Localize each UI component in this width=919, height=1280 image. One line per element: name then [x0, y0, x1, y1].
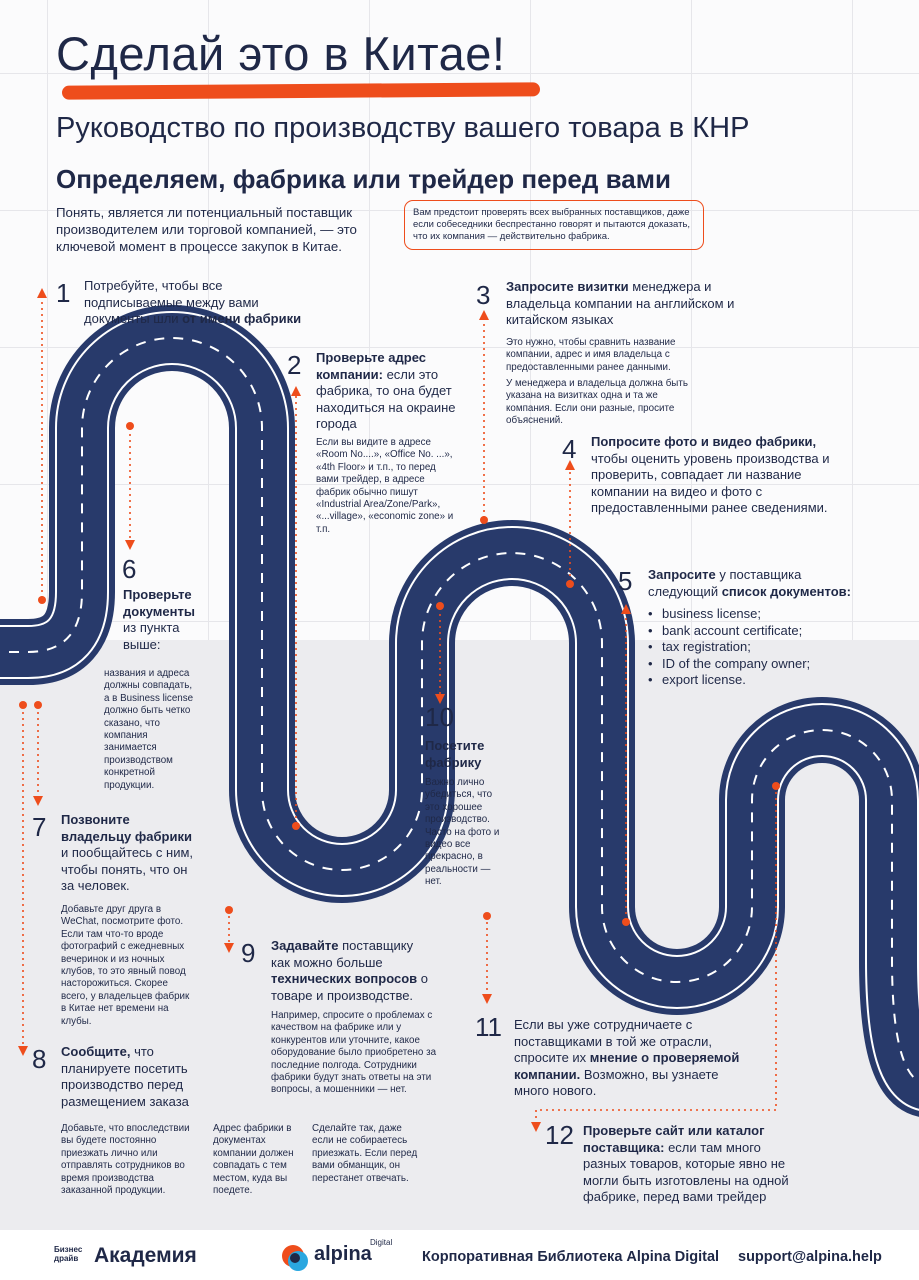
- step-8-detail-1: Добавьте, что впоследствии вы будете постоянно приезжать лично или отправлять сотрудников во время производства заказанной продукции.: [61, 1123, 190, 1197]
- section-heading: Определяем, фабрика или трейдер перед вами: [56, 164, 671, 194]
- support-email-link[interactable]: support@alpina.help: [738, 1249, 882, 1265]
- step-11-number: 11: [475, 1012, 502, 1042]
- alpina-logo-text: alpina: [314, 1243, 372, 1265]
- step-8-detail-3: Сделайте так, даже если не собираетесь приезжать. Если перед вами обманщик, он перестанет отвечать.: [312, 1123, 418, 1184]
- step-7-number: 7: [32, 812, 47, 842]
- step-3-number: 3: [476, 280, 491, 310]
- page-subtitle: Руководство по производству вашего товара в КНР: [56, 112, 750, 144]
- step-6-details: названия и адреса должны совпадать, а в Business license должно быть четко сказано, что компания занимается производством конкретной продукции.: [104, 668, 194, 791]
- intro-text: Понять, является ли потенциальный поставщик производителем или торговой компанией, — это ключевой момент в процессе закупок в Китае.: [56, 205, 357, 254]
- step-2-text: Проверьте адрес компании: если это фабрика, то она будет находиться на окраине города: [316, 350, 456, 431]
- step-1-text: Потребуйте, чтобы все подписываемые между вами документы шли от имени фабрики: [84, 278, 302, 326]
- step-10-details: Важно лично убедиться, что это хорошее производство. Часто на фото и видео все прекрасно, в реальности — нет.: [425, 777, 500, 888]
- academy-logo-text: Академия: [94, 1244, 197, 1267]
- step-7-details: Добавьте друг друга в WeChat, посмотрите фото. Если там что-то вроде фотографий с ежедневных вечеринок и из ночных клубов, то это явный повод насторожиться. Скорее всего, у владельцев фабрик в Китае нет времени на клубы.: [61, 904, 190, 1027]
- step-4-text: Попросите фото и видео фабрики, чтобы оценить уровень производства и проверить, совпадает ли название компании на видео и фото с предоставленными ранее сведениями.: [591, 434, 830, 515]
- document-list-item: • bank account certificate;: [648, 623, 868, 640]
- step-1-number: 1: [56, 278, 71, 308]
- step-12-text: Проверьте сайт или каталог поставщика: если там много разных товаров, которые явно не могли быть изготовлены на одной фабрике, перед вами трейдер: [583, 1123, 789, 1204]
- library-label: Корпоративная Библиотека Alpina Digital: [422, 1249, 720, 1265]
- warning-note-box: Вам предстоит проверять всех выбранных поставщиков, даже если собеседники беспрестанно говорят и пытаются доказать, что их компания — действительно фабрика.: [404, 200, 704, 250]
- step-6-number: 6: [122, 554, 137, 584]
- step-5-text: Запросите у поставщика следующий список документов: • business license; • bank account certificate; • tax registration; • ID of the company owner; • export license.: [648, 567, 868, 689]
- document-list-item: • export license.: [648, 672, 868, 689]
- step-9-text: Задавайте поставщику как можно больше технических вопросов о товаре и производстве.: [271, 938, 429, 1003]
- alpina-digital-label: Digital: [370, 1238, 393, 1247]
- document-list-item: • business license;: [648, 606, 868, 623]
- step-8-text: Сообщите, что планируете посетить производство перед размещением заказа: [61, 1044, 189, 1109]
- alpina-logo-icon: [280, 1243, 310, 1273]
- business-drive-logo: Бизнес драйв: [54, 1245, 83, 1263]
- step-11-text: Если вы уже сотрудничаете с поставщиками в той же отрасли, спросите их мнение о проверяемой компании. Возможно, вы узнаете много нового.: [514, 1017, 740, 1098]
- step-5-number: 5: [618, 566, 633, 596]
- page-title: Сделай это в Китае!: [56, 27, 506, 80]
- step-3-detail-2: У менеджера и владельца должна быть указана на визитках одна и та же компания. Если они разные, просите объяснений.: [506, 378, 688, 427]
- step-2-number: 2: [287, 350, 302, 380]
- step-7-text: Позвоните владельцу фабрики и пообщайтесь с ним, чтобы понять, что он за человек.: [61, 812, 194, 893]
- step-10-number: 10: [425, 702, 454, 732]
- step-9-details: Например, спросите о проблемах с качеством на фабрике или у конкурентов или уточните, какое оборудование было приобретено за последние полгода. Сотрудники фабрики будут знать ответы на эти вопросы, а мошенники — нет.: [271, 1010, 437, 1096]
- step-9-number: 9: [241, 938, 256, 968]
- step-10-text: Посетите фабрику: [425, 738, 485, 770]
- step-8-number: 8: [32, 1044, 47, 1074]
- step-3-detail-1: Это нужно, чтобы сравнить название компании, адрес и имя владельца с предоставленными ранее данными.: [506, 337, 676, 373]
- step-6-text: Проверьте документы из пункта выше:: [123, 587, 195, 652]
- step-8-detail-2: Адрес фабрики в документах компании должен совпадать с тем местом, куда вы поедете.: [213, 1123, 294, 1197]
- step-2-details: Если вы видите в адресе «Room No....», «Office No. ...», «4th Floor» и т.п., то перед вами трейдер, в адресе фабрик обычно пишут «Industrial Area/Zone/Park», «...village», «economic zone» и т.п.: [316, 437, 454, 535]
- step-4-number: 4: [562, 434, 577, 464]
- step-3-text: Запросите визитки менеджера и владельца компании на английском и китайском языках: [506, 279, 735, 327]
- document-list: [648, 606, 868, 689]
- document-list-item: • tax registration;: [648, 639, 868, 656]
- step-12-number: 12: [545, 1120, 574, 1150]
- document-list-item: • ID of the company owner;: [648, 656, 868, 673]
